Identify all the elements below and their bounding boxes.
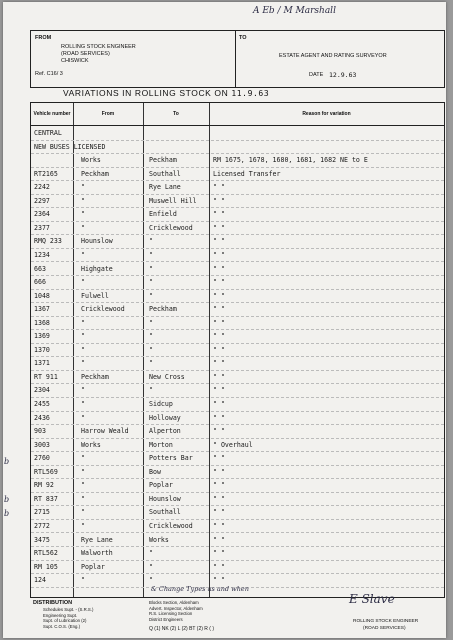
table-row xyxy=(31,140,444,155)
table-row xyxy=(31,316,444,331)
to-cell: Bow xyxy=(149,467,161,476)
table-row xyxy=(31,451,444,466)
from-cell: " xyxy=(81,413,85,422)
to-cell: Alperton xyxy=(149,427,181,436)
to-cell: " xyxy=(149,332,153,341)
reason-cell: " " xyxy=(213,562,225,571)
reason-cell: " " xyxy=(213,318,225,327)
to-cell: Muswell Hill xyxy=(149,196,197,205)
table-row xyxy=(31,411,444,426)
signatory-subtitle: (ROAD SERVICES) xyxy=(363,626,406,631)
table-row xyxy=(31,505,444,520)
reason-cell: " " xyxy=(213,278,225,287)
to-label: TO xyxy=(239,35,247,41)
to-cell: " xyxy=(149,549,153,558)
to-cell: Peckham xyxy=(149,305,177,314)
reason-cell: " Overhaul xyxy=(213,440,253,449)
reference: Ref. C16/ 3 xyxy=(35,71,63,77)
reason-cell: " " xyxy=(213,345,225,354)
vehicle-cell: 666 xyxy=(34,278,46,287)
reason-cell: " " xyxy=(213,237,225,246)
from-line-3: CHISWICK xyxy=(61,58,89,64)
table-row xyxy=(31,492,444,507)
reason-cell: RM 1675, 1678, 1680, 1681, 1682 NE to E xyxy=(213,156,368,165)
from-cell: " xyxy=(81,278,85,287)
to-cell: " xyxy=(149,250,153,259)
reason-cell: " " xyxy=(213,305,225,314)
signature: E Slave xyxy=(349,592,395,606)
table-row xyxy=(31,221,444,236)
reason-cell: " " xyxy=(213,535,225,544)
vehicle-cell: RTL562 xyxy=(34,549,58,558)
vehicle-cell: 2455 xyxy=(34,400,50,408)
variations-table xyxy=(30,102,445,598)
from-cell: " xyxy=(81,481,85,490)
from-cell: " xyxy=(81,183,85,192)
to-cell: " xyxy=(149,359,153,368)
table-row xyxy=(31,248,444,263)
from-cell: Harrow Weald xyxy=(81,427,129,436)
table-row xyxy=(31,180,444,195)
to-line: ESTATE AGENT AND RATING SURVEYOR xyxy=(279,53,387,59)
from-cell: Cricklewood xyxy=(81,305,125,314)
reason-cell: " " xyxy=(213,386,225,395)
table-row xyxy=(31,465,444,480)
vehicle-cell: 2242 xyxy=(34,183,50,192)
from-cell: Works xyxy=(81,156,101,165)
to-cell: Southall xyxy=(149,508,181,517)
to-cell: " xyxy=(149,264,153,273)
to-cell: New Cross xyxy=(149,372,185,381)
to-cell: " xyxy=(149,386,153,395)
reason-cell: " " xyxy=(213,454,225,463)
vehicle-cell: RMQ 233 xyxy=(34,237,62,246)
vehicle-cell: 2304 xyxy=(34,386,50,395)
table-row xyxy=(31,478,444,493)
from-cell: " xyxy=(81,223,85,232)
reason-cell: " " xyxy=(213,264,225,273)
vehicle-cell: 1234 xyxy=(34,250,50,259)
reason-cell: " " xyxy=(213,291,225,300)
from-cell: Peckham xyxy=(81,169,109,178)
from-cell: Poplar xyxy=(81,562,105,571)
vehicle-cell: CENTRAL xyxy=(34,129,62,137)
vehicle-cell: 2436 xyxy=(34,413,50,422)
table-row xyxy=(31,207,444,222)
vehicle-cell: 124 xyxy=(34,576,46,585)
from-cell: " xyxy=(81,467,85,476)
reason-cell: " " xyxy=(213,576,225,585)
from-cell: Highgate xyxy=(81,264,113,273)
from-cell: " xyxy=(81,318,85,327)
reason-cell: " " xyxy=(213,467,225,476)
vehicle-cell: 903 xyxy=(34,427,46,436)
from-cell: " xyxy=(81,210,85,219)
to-cell: Enfield xyxy=(149,210,177,219)
to-cell: Southall xyxy=(149,169,181,178)
from-cell: " xyxy=(81,345,85,354)
from-label: FROM xyxy=(35,35,52,41)
vehicle-cell: 1371 xyxy=(34,359,50,368)
distribution-label: DISTRIBUTION xyxy=(33,600,73,606)
from-line-2: (ROAD SERVICES) xyxy=(61,51,110,57)
to-cell: " xyxy=(149,318,153,327)
from-cell: Fulwell xyxy=(81,291,109,300)
to-cell: Sidcup xyxy=(149,400,173,408)
from-cell: Hounslow xyxy=(81,237,113,246)
reason-cell: " " xyxy=(213,427,225,436)
reason-cell: " " xyxy=(213,196,225,205)
to-cell: " xyxy=(149,562,153,571)
from-cell: " xyxy=(81,196,85,205)
to-cell: " xyxy=(149,345,153,354)
reason-cell: " " xyxy=(213,413,225,422)
table-row xyxy=(31,329,444,344)
table-row xyxy=(31,397,444,412)
from-line-1: ROLLING STOCK ENGINEER xyxy=(61,44,136,50)
vehicle-cell: 1370 xyxy=(34,345,50,354)
margin-mark: b xyxy=(4,509,10,518)
to-cell: " xyxy=(149,291,153,300)
reason-cell: Licensed Transfer xyxy=(213,169,281,178)
table-row xyxy=(31,153,444,168)
vehicle-cell: RM 105 xyxy=(34,562,58,571)
table-row xyxy=(31,126,444,141)
reason-cell: " " xyxy=(213,183,225,192)
table-row xyxy=(31,424,444,439)
to-cell: Hounslow xyxy=(149,494,181,503)
reason-cell: " " xyxy=(213,223,225,232)
table-row xyxy=(31,194,444,209)
vehicle-cell: 1048 xyxy=(34,291,50,300)
vehicle-cell: 663 xyxy=(34,264,46,273)
vehicle-cell: 2377 xyxy=(34,223,50,232)
page-title xyxy=(63,88,443,102)
table-row xyxy=(31,275,444,290)
table-row xyxy=(31,546,444,561)
to-cell: " xyxy=(149,278,153,287)
from-cell: " xyxy=(81,454,85,463)
reason-cell: " " xyxy=(213,400,225,408)
vehicle-cell: RT 837 xyxy=(34,494,58,503)
from-cell: " xyxy=(81,250,85,259)
from-cell: " xyxy=(81,521,85,530)
vehicle-cell: RT2165 xyxy=(34,169,58,178)
date-value: 12.9.63 xyxy=(329,71,357,79)
date-label: DATE xyxy=(309,72,324,78)
vehicle-cell: 1369 xyxy=(34,332,50,341)
reason-cell: " " xyxy=(213,210,225,219)
table-row xyxy=(31,370,444,385)
vehicle-cell: RM 92 xyxy=(34,481,54,490)
vehicle-cell: 1367 xyxy=(34,305,50,314)
column-header-to: To xyxy=(173,111,179,117)
distribution-middle: Blocks Section, Aldenham Advert. Inspector, Aldenham R.S. Licensing Section District Engineers xyxy=(149,600,203,622)
vehicle-cell: 3003 xyxy=(34,440,50,449)
bottom-handwritten-note: & Change Types as and when xyxy=(151,585,249,593)
table-row xyxy=(31,356,444,371)
distribution-codes: Q (1) NK (2) L (2) BT (2) R ( ) xyxy=(149,626,215,632)
reason-cell: " " xyxy=(213,549,225,558)
reason-cell: " " xyxy=(213,250,225,259)
reason-cell: " " xyxy=(213,372,225,381)
document-sheet xyxy=(3,2,446,638)
handwritten-annotation: A Eb / M Marshall xyxy=(253,6,336,16)
reason-cell: " " xyxy=(213,508,225,517)
vehicle-cell: 2772 xyxy=(34,521,50,530)
vehicle-cell: 1368 xyxy=(34,318,50,327)
reason-cell: " " xyxy=(213,332,225,341)
signatory-title: ROLLING STOCK ENGINEER xyxy=(353,619,419,624)
table-row xyxy=(31,438,444,453)
header-box xyxy=(30,30,445,88)
to-cell: Cricklewood xyxy=(149,223,193,232)
table-row xyxy=(31,383,444,398)
from-cell: Walworth xyxy=(81,549,113,558)
from-cell: " xyxy=(81,359,85,368)
reason-cell: " " xyxy=(213,494,225,503)
from-cell: Peckham xyxy=(81,372,109,381)
table-row xyxy=(31,343,444,358)
to-cell: Holloway xyxy=(149,413,181,422)
to-cell: Rye Lane xyxy=(149,183,181,192)
column-header-reason: Reason for variation xyxy=(302,111,351,117)
distribution-left: Schedules Supt. - (S.R.S.) Engineering Supt. Supt. of Lubrication (2) Supt. C.O.S. (Eng.) xyxy=(43,607,94,629)
column-header-from: From xyxy=(101,111,115,117)
column-header-vehicle: Vehicle number xyxy=(33,111,71,117)
vehicle-cell: 2715 xyxy=(34,508,50,517)
vehicle-cell: 2760 xyxy=(34,454,50,463)
from-cell: Works xyxy=(81,440,101,449)
table-row xyxy=(31,262,444,277)
from-cell: " xyxy=(81,332,85,341)
to-cell: Morton xyxy=(149,440,173,449)
margin-mark: b xyxy=(4,495,10,504)
reason-cell: " " xyxy=(213,481,225,490)
table-row xyxy=(31,289,444,304)
to-cell: Potters Bar xyxy=(149,454,193,463)
to-cell: Cricklewood xyxy=(149,521,193,530)
vehicle-cell: 3475 xyxy=(34,535,50,544)
vehicle-cell: 2364 xyxy=(34,210,50,219)
vehicle-cell: 2297 xyxy=(34,196,50,205)
to-cell: " xyxy=(149,576,153,585)
table-row xyxy=(31,234,444,249)
title-date: 11.9.63 xyxy=(231,89,270,98)
vehicle-cell: NEW BUSES LICENSED xyxy=(34,142,106,151)
reason-cell: " " xyxy=(213,521,225,530)
from-cell: Rye Lane xyxy=(81,535,113,544)
to-cell: Poplar xyxy=(149,481,173,490)
vehicle-cell: RT 911 xyxy=(34,372,58,381)
reason-cell: " " xyxy=(213,359,225,368)
table-row xyxy=(31,560,444,575)
to-cell: Works xyxy=(149,535,169,544)
table-row xyxy=(31,519,444,534)
from-cell: " xyxy=(81,508,85,517)
from-cell: " xyxy=(81,386,85,395)
margin-mark: b xyxy=(4,457,10,466)
to-cell: " xyxy=(149,237,153,246)
from-cell: " xyxy=(81,576,85,585)
from-cell: " xyxy=(81,494,85,503)
table-row xyxy=(31,533,444,548)
to-cell: Peckham xyxy=(149,156,177,165)
table-row xyxy=(31,167,444,182)
from-cell: " xyxy=(81,400,85,408)
vehicle-cell: RTL569 xyxy=(34,467,58,476)
table-row xyxy=(31,302,444,317)
title-text: VARIATIONS IN ROLLING STOCK ON xyxy=(63,88,229,98)
